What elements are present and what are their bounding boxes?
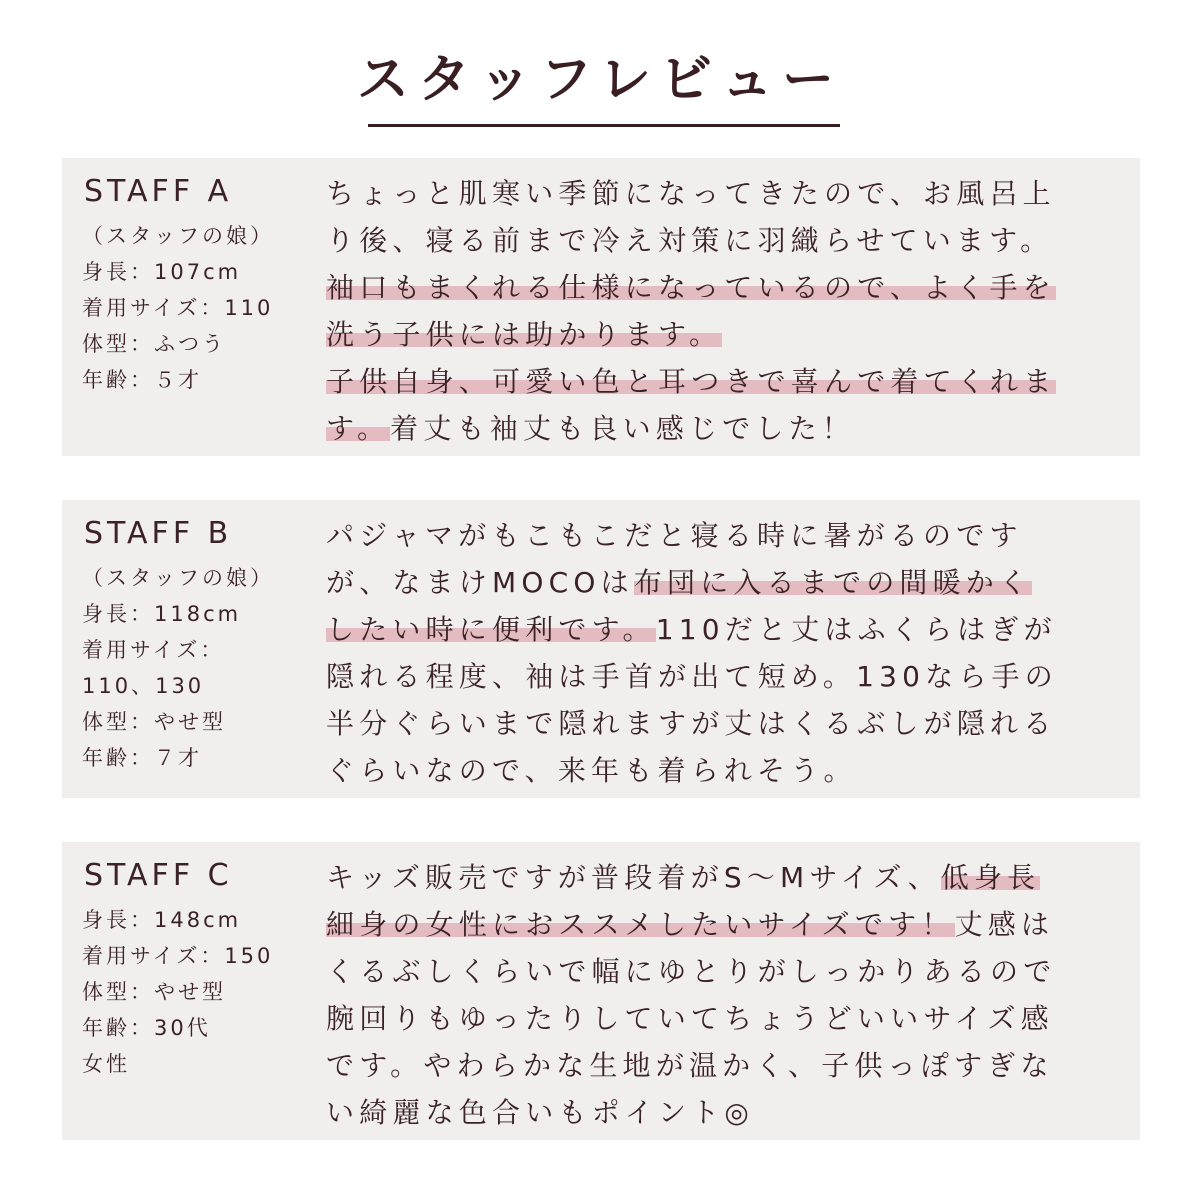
review-highlight: す。 <box>326 412 391 445</box>
meta-size-values: 110、130 <box>82 674 205 698</box>
staff-card-c <box>62 842 1140 1140</box>
meta-size: 着用サイズ：110 <box>82 296 274 320</box>
review-line: 隠れる程度、袖は手首が出て短め。130なら手の <box>326 660 1058 693</box>
meta-body-type: 体型：やせ型 <box>82 710 226 734</box>
staff-meta <box>82 560 312 776</box>
review-text <box>326 170 1130 452</box>
staff-name: STAFF A <box>84 174 233 209</box>
meta-size: 着用サイズ：150 <box>82 944 274 968</box>
review-highlight: 袖口もまくれる仕様になっているので、よく手を <box>326 271 1056 304</box>
staff-meta <box>82 218 312 398</box>
meta-gender: 女性 <box>82 1052 130 1076</box>
review-line <box>326 358 1130 405</box>
staff-card-a <box>62 158 1140 456</box>
meta-age: 年齢：５才 <box>82 368 202 392</box>
meta-relation: （スタッフの娘） <box>82 224 274 248</box>
meta-height: 身長：148cm <box>82 908 242 932</box>
review-line <box>326 311 1130 358</box>
meta-body-type: 体型：やせ型 <box>82 980 226 1004</box>
review-highlight: 布団に入るまでの間暖かく <box>633 566 1033 599</box>
review-line: キッズ販売ですが普段着がS～Mサイズ、低身長 <box>326 861 1041 894</box>
review-line: くるぶしくらいで幅にゆとりがしっかりあるので <box>326 955 1057 988</box>
meta-age: 年齢：30代 <box>82 1016 211 1040</box>
staff-name: STAFF C <box>84 858 233 893</box>
staff-card-b <box>62 500 1140 798</box>
meta-height: 身長：107cm <box>82 260 242 284</box>
meta-size: 着用サイズ： <box>82 638 225 662</box>
meta-height: 身長：118cm <box>82 602 242 626</box>
page-title: スタッフレビュー <box>357 50 843 110</box>
review-line: です。やわらかな生地が温かく、子供っぽすぎな <box>326 1049 1054 1082</box>
review-line: したい時に便利です。110だと丈はふくらはぎが <box>326 613 1057 646</box>
review-highlight: 洗う子供には助かります。 <box>326 318 723 351</box>
review-highlight: 細身の女性におススメしたいサイズです！ <box>326 908 955 941</box>
title-area <box>0 52 1200 109</box>
meta-body-type: 体型：ふつう <box>82 332 226 356</box>
review-text <box>326 512 1130 794</box>
review-line: ぐらいなので、来年も着られそう。 <box>326 754 857 787</box>
review-highlight: 子供自身、可愛い色と耳つきで喜んで着てくれま <box>326 365 1057 398</box>
staff-name: STAFF B <box>84 516 233 551</box>
meta-relation: （スタッフの娘） <box>82 566 274 590</box>
review-line: す。着丈も袖丈も良い感じでした！ <box>326 412 855 445</box>
review-line: が、なまけMOCOは布団に入るまでの間暖かく <box>326 566 1033 599</box>
review-line: い綺麗な色合いもポイント◎ <box>326 1096 755 1129</box>
review-line: 腕回りもゆったりしていてちょうどいいサイズ感 <box>326 1002 1054 1035</box>
review-line: り後、寝る前まで冷え対策に羽織らせています。 <box>326 224 1054 257</box>
meta-age: 年齢：７才 <box>82 746 202 770</box>
review-line: パジャマがもこもこだと寝る時に暑がるのです <box>326 519 1023 552</box>
review-line: ちょっと肌寒い季節になってきたので、お風呂上 <box>326 177 1056 210</box>
review-highlight: したい時に便利です。 <box>326 613 656 646</box>
review-line <box>326 264 1130 311</box>
title-underline <box>368 124 840 127</box>
review-text <box>326 854 1130 1136</box>
review-line: 細身の女性におススメしたいサイズです！丈感は <box>326 908 1055 941</box>
staff-meta <box>82 902 312 1082</box>
review-highlight: 低身長 <box>940 861 1041 894</box>
review-line: 半分ぐらいまで隠れますが丈はくるぶしが隠れる <box>326 707 1057 740</box>
